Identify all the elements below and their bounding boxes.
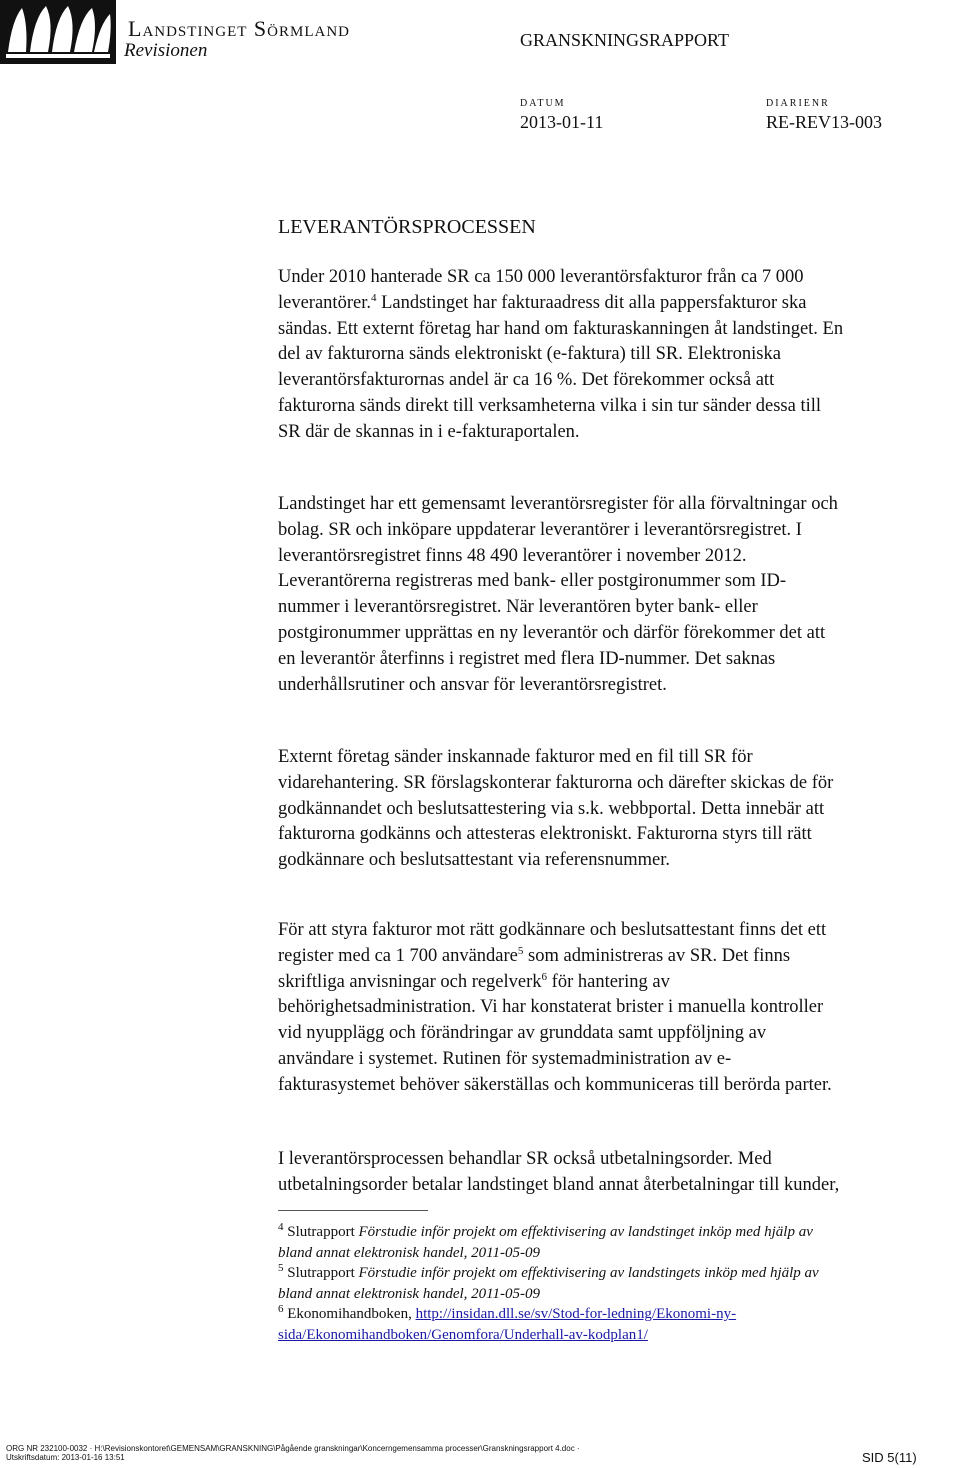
text-line: vidarehantering. SR förslagskonterar fakturorna och därefter skickas de för [278,772,834,793]
page-number: SID 5(11) [862,1450,917,1465]
text-line: sändas. Ett externt företag har hand om fakturaskanningen åt landstinget. En [278,318,844,339]
date-value: 2013-01-11 [520,112,604,132]
text-line: postgironummer upprättas en ny leverantör och därför förekommer det att [278,622,826,643]
text-line: För att styra fakturor mot rätt godkännare och beslutsattestant finns det ett [278,920,827,940]
footnote-link[interactable]: http://insidan.dll.se/sv/Stod-for-ledning/Ekonomi-ny- [415,1306,737,1322]
paragraph [278,265,950,446]
text-line: underhållsrutiner och ansvar för leverantörsregistret. [278,674,667,695]
footnote-link[interactable]: sida/Ekonomihandboken/Genomfora/Underhall-av-kodplan1/ [278,1326,648,1343]
footer-print-date: Utskriftsdatum: 2013-01-16 13:51 [6,1453,125,1462]
landstinget-logo [0,0,116,64]
text-line: I leverantörsprocessen behandlar SR också utbetalningsorder. Med [278,1149,772,1169]
footnote-text: Slutrapport [287,1265,359,1281]
footnote-cont [278,1325,950,1346]
org-subtitle: Revisionen [124,40,208,61]
text-line: SR där de skannas in i e-fakturaportalen. [278,421,580,442]
footer-path: ORG NR 232100-0032 · H:\Revisionskontoret\GEMENSAM\GRANSKNING\Pågående granskningar\Koncerngemensamma processer\Granskningsrapport 4.doc · [6,1444,580,1453]
footnotes [278,1222,950,1345]
text-line: fakturorna godkänns och attesteras elektroniskt. Fakturorna styrs till rätt [278,824,812,845]
text-line: leverantörsfakturornas andel är ca 16 %. Det förekommer också att [278,370,775,391]
report-type: GRANSKNINGSRAPPORT [520,30,729,50]
footnote-number: 6 [278,1303,284,1315]
text-line: användare i systemet. Rutinen för systemadministration av e- [278,1048,732,1069]
footnote-title: bland annat elektronisk handel, 2011-05-09 [278,1244,541,1261]
text-line: register med ca 1 700 användare$^5$ som administreras av SR. Det finns [278,944,791,966]
footnote-title: Förstudie inför projekt om effektivisering av landstinget inköp med hjälp av [358,1224,813,1240]
footer-info [6,1444,580,1462]
footnote [278,1222,950,1243]
text-line: Externt företag sänder inskannade fakturor med en fil till SR för [278,747,753,767]
text-line: godkännandet och beslutsattestering via s.k. webbportal. Detta innebär att [278,798,825,819]
text-line: godkännare och beslutsattestant via referensnummer. [278,850,670,871]
section-title: LEVERANTÖRSPROCESSEN [278,216,536,238]
text-line: nummer i leverantörsregistret. När leverantören byter bank- eller [278,597,758,618]
footnote [278,1263,950,1284]
text-line: leverantörsregistret finns 48 490 leverantörer i november 2012. [278,545,747,566]
paragraph [278,918,950,1099]
text-line: Under 2010 hanterade SR ca 150 000 leverantörsfakturor från ca 7 000 [278,267,804,287]
text-line: skriftliga anvisningar och regelverk$^6$ för hantering av [278,970,670,992]
text-line: leverantörer.$^4$ Landstinget har fakturaadress dit alla pappersfakturor ska [278,291,807,313]
footnote-number: 5 [278,1262,284,1274]
text-line: bolag. SR och inköpare uppdaterar leverantörer i leverantörsregistret. I [278,519,802,540]
footnote-number: 4 [278,1221,284,1233]
footnote-title: bland annat elektronisk handel, 2011-05-09 [278,1285,541,1302]
footnote-divider [278,1210,428,1211]
text-line: Landstinget har ett gemensamt leverantörsregister för alla förvaltningar och [278,494,838,514]
footnote-text: Ekonomihandboken, [287,1306,416,1322]
diarienr-value: RE-REV13-003 [766,112,882,132]
text-line: del av fakturorna sänds elektroniskt (e-faktura) till SR. Elektroniska [278,344,781,365]
diarienr-label: DIARIENR [766,98,830,109]
text-line: vid nyupplägg och förändringar av grunddata samt uppföljning av [278,1023,767,1044]
date-label: DATUM [520,98,566,109]
footnote-cont [278,1284,950,1305]
text-line: en leverantör återfinns i registret med flera ID-nummer. Det saknas [278,648,776,669]
text-line: fakturasystemet behöver säkerställas och kommuniceras till berörda parter. [278,1074,832,1095]
paragraph [278,492,950,698]
paragraph [278,745,950,874]
footnote-cont [278,1243,950,1264]
paragraph [278,1147,950,1199]
text-line: utbetalningsorder betalar landstinget bland annat återbetalningar till kunder, [278,1174,840,1195]
org-name: Landstinget Sörmland [128,16,350,41]
text-line: Leverantörerna registreras med bank- eller postgironummer som ID- [278,571,787,592]
text-line: behörighetsadministration. Vi har konstaterat brister i manuella kontroller [278,997,824,1018]
footnote-text: Slutrapport [287,1224,359,1240]
text-line: fakturorna sänds direkt till verksamheterna vilka i sin tur sänder dessa till [278,395,822,416]
footnote [278,1304,950,1325]
footnote-title: Förstudie inför projekt om effektivisering av landstingets inköp med hjälp av [358,1265,819,1281]
